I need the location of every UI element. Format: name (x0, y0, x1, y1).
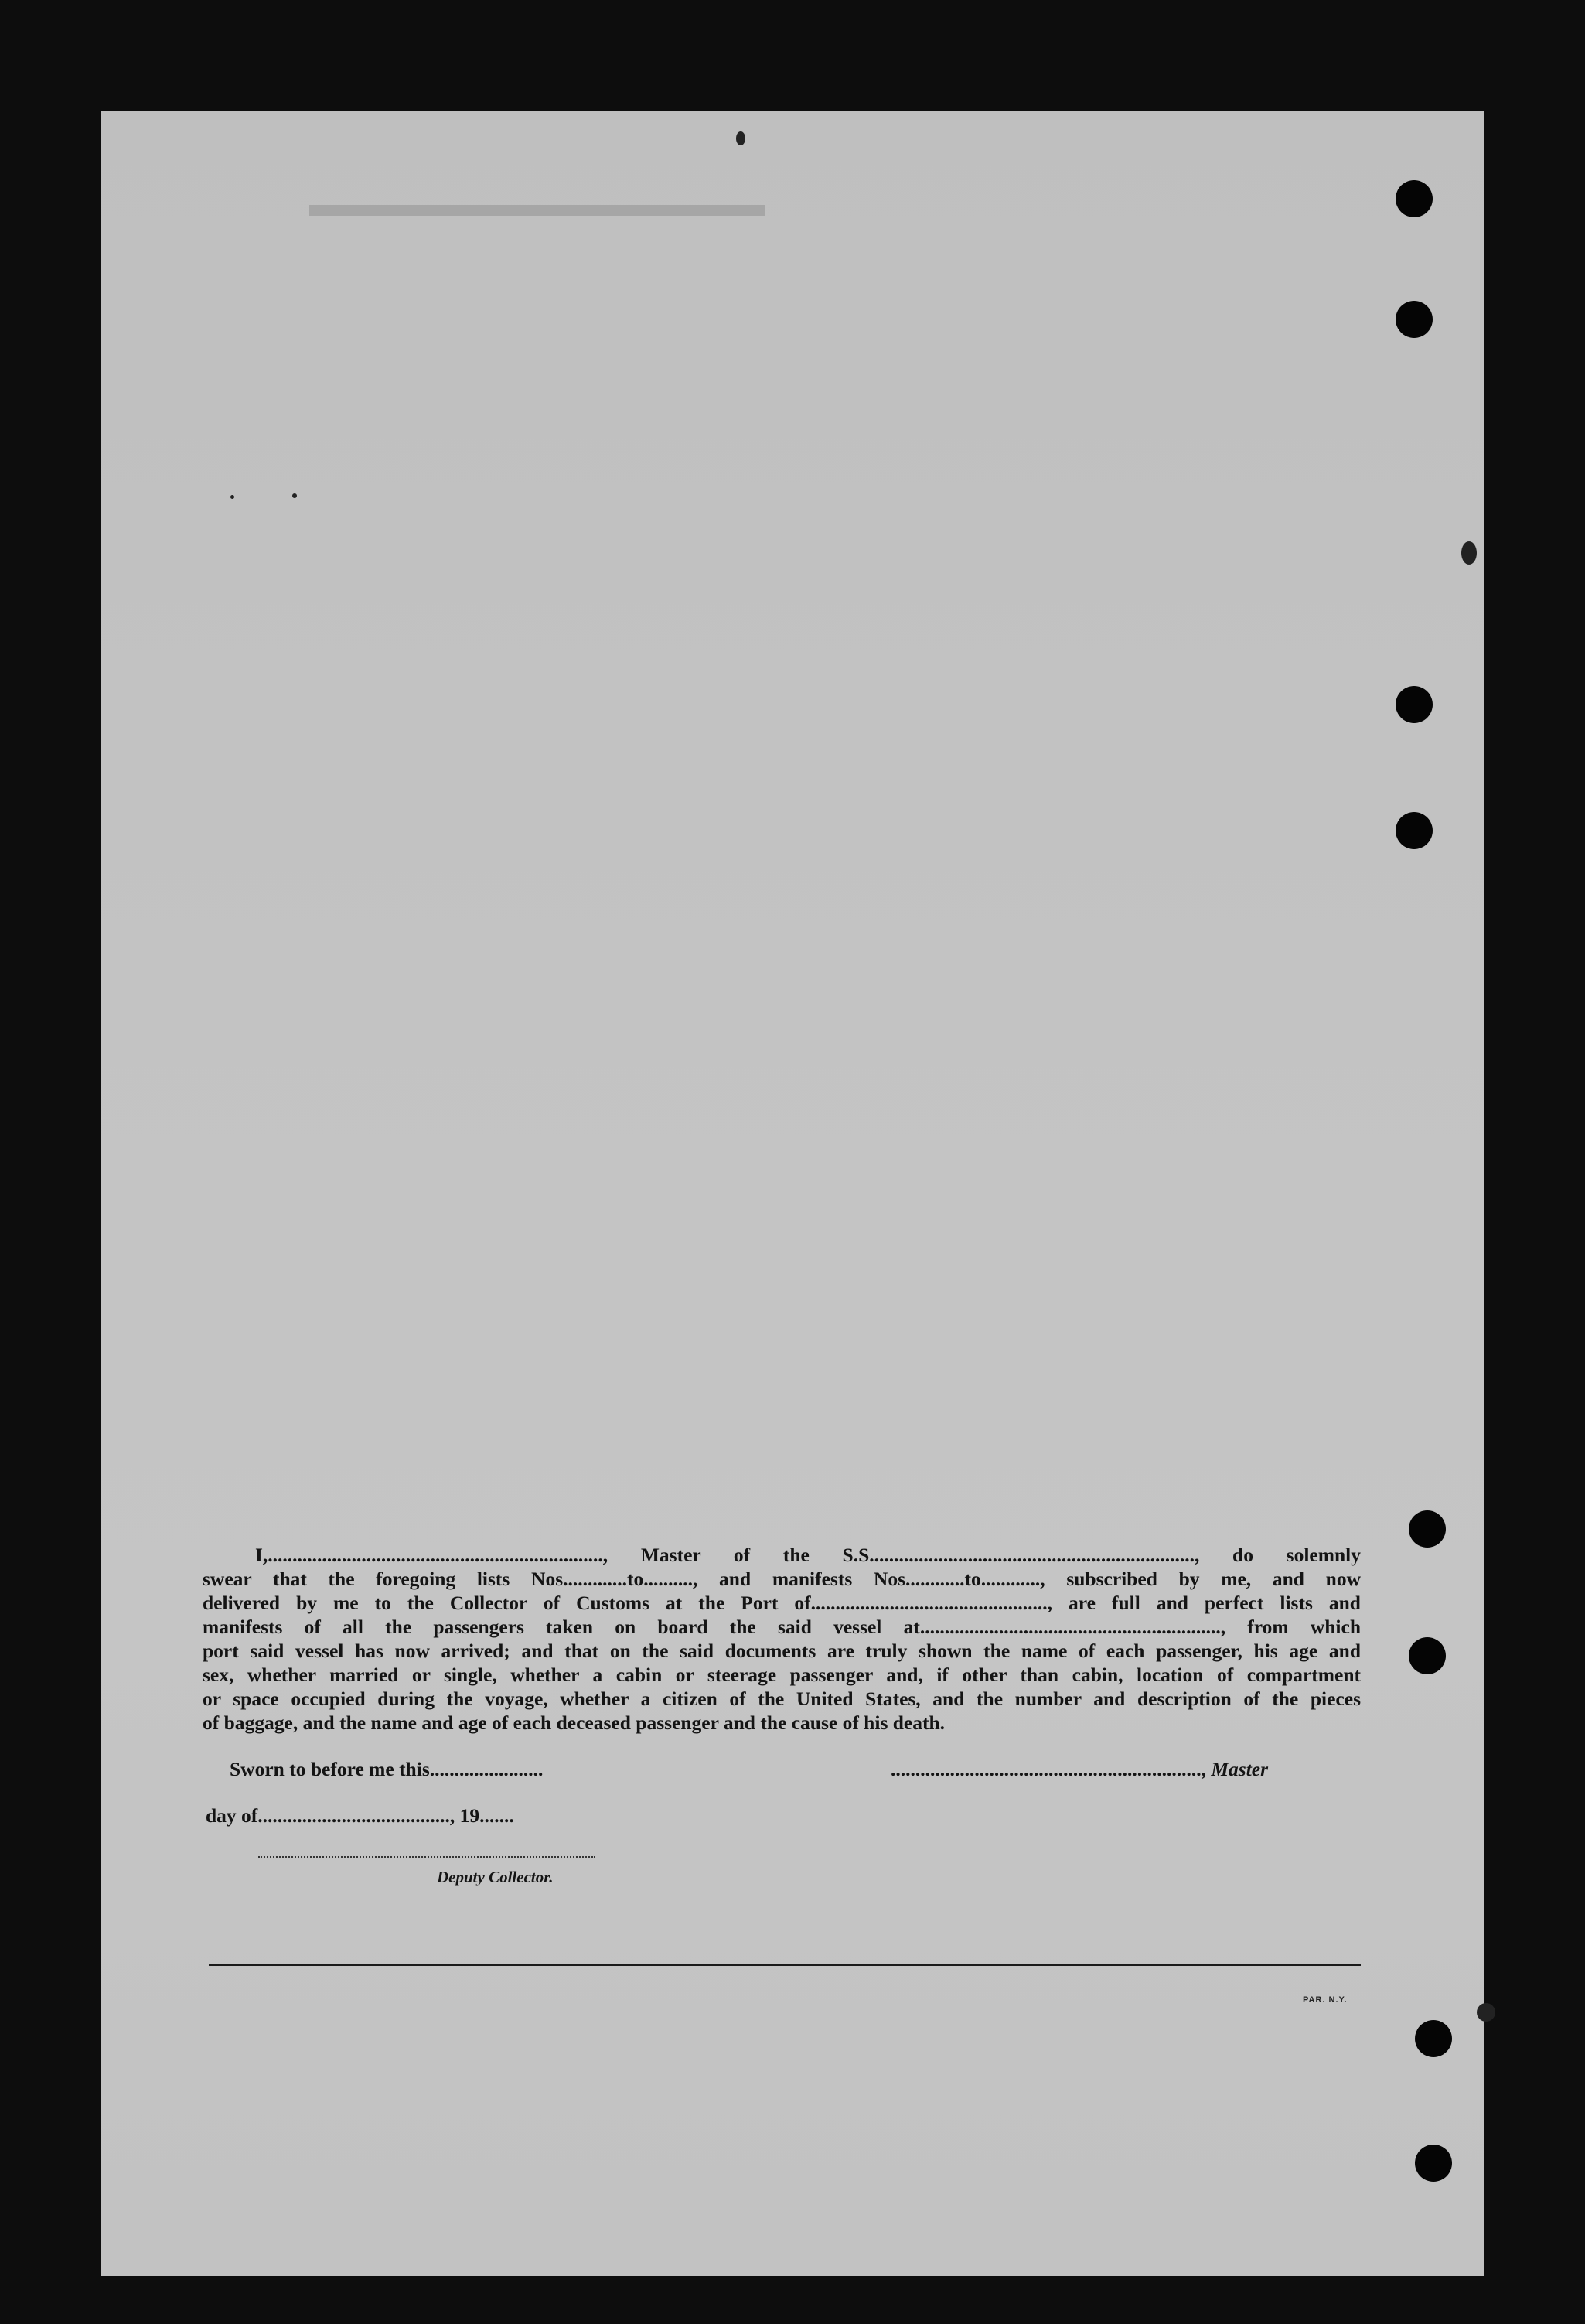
oath-line-3: delivered by me to the Collector of Customs at the Port of................................................, are full and perfect lists and (203, 1592, 1361, 1614)
oath-line-6: sex, whether married or single, whether a cabin or steerage passenger and, if other than cabin, location of compartment (203, 1664, 1361, 1686)
speck-4 (1461, 541, 1477, 565)
master-dots: ..............................................................., (891, 1758, 1206, 1780)
sworn-line: Sworn to before me this....................... (230, 1758, 544, 1780)
faded-header-mark (309, 205, 765, 216)
master-signature-line (891, 1758, 1268, 1781)
oath-paragraph (203, 1543, 1361, 1735)
binder-hole-7 (1415, 2020, 1452, 2057)
binder-hole-6 (1409, 1637, 1446, 1674)
speck-3 (230, 495, 234, 499)
oath-line-4: manifests of all the passengers taken on board the said vessel at............................................................., from which (203, 1616, 1361, 1638)
deputy-collector-signature-line (258, 1856, 595, 1858)
binder-hole-4 (1396, 812, 1433, 849)
oath-line-1: I,...................................................................., Master of the S.S.................................................................., do solemnly (255, 1544, 1361, 1566)
deputy-collector-label: Deputy Collector. (437, 1868, 554, 1886)
speck-2 (292, 493, 297, 498)
speck-1 (736, 131, 745, 145)
binder-hole-5 (1409, 1510, 1446, 1548)
bottom-rule (209, 1964, 1361, 1966)
document-sheet (101, 111, 1484, 2276)
binder-hole-1 (1396, 180, 1433, 217)
binder-hole-2 (1396, 301, 1433, 338)
day-of-line: day of......................................., 19....... (206, 1804, 514, 1827)
binder-hole-8 (1415, 2145, 1452, 2182)
master-label: Master (1211, 1758, 1269, 1780)
oath-line-7: or space occupied during the voyage, whether a citizen of the United States, and the number and description of the pieces (203, 1688, 1361, 1710)
oath-line-2: swear that the foregoing lists Nos.............to.........., and manifests Nos............to............, subscribed by me, and now (203, 1568, 1361, 1590)
oath-line-8: of baggage, and the name and age of each deceased passenger and the cause of his death. (203, 1711, 946, 1734)
binder-hole-3 (1396, 686, 1433, 723)
printer-mark: PAR. N.Y. (1303, 1995, 1348, 2005)
oath-line-5: port said vessel has now arrived; and that on the said documents are truly shown the name of each passenger, his age and (203, 1640, 1361, 1662)
speck-5 (1477, 2003, 1495, 2022)
